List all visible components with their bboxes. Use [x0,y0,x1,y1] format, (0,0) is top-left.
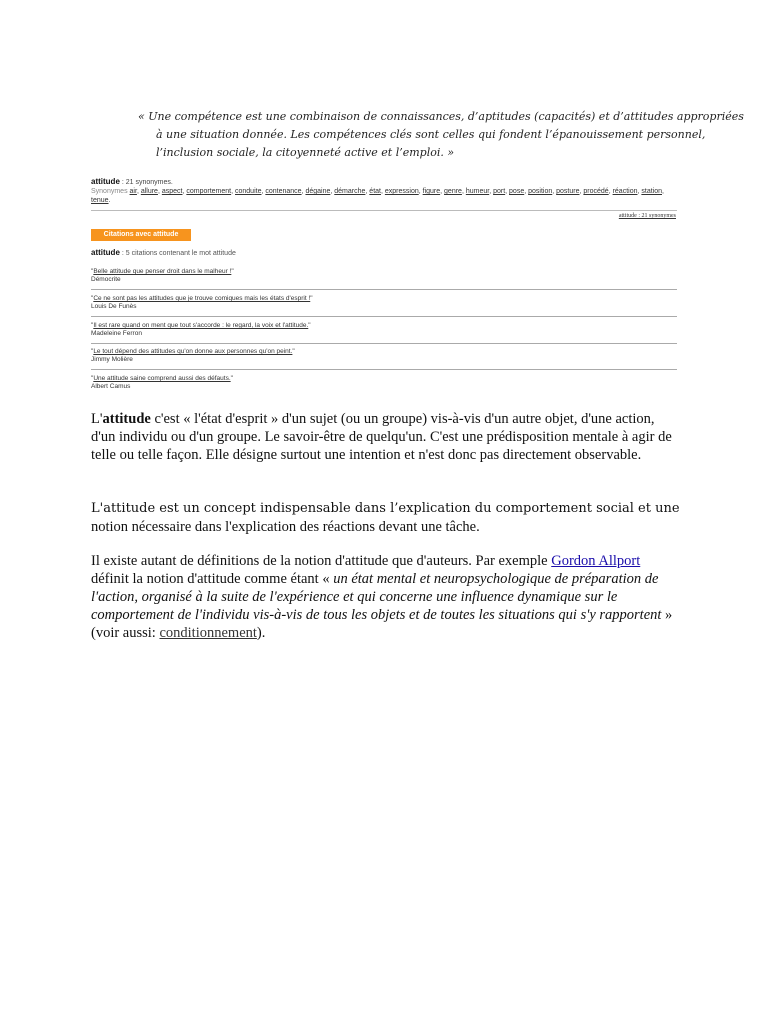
divider [91,210,677,211]
citation-quote-link[interactable]: Ce ne sont pas les attitudes que je trouve comiques mais les états d'esprit ! [93,295,311,302]
paragraph-allport [91,552,681,642]
citation-author: Madeleine Ferron [91,330,142,337]
para1-prefix: L' [91,411,103,427]
synonym-link[interactable]: air [129,188,137,195]
synonyms-block [91,177,677,205]
synonym-link[interactable]: procédé [583,188,609,195]
synonym-link[interactable]: port [493,188,506,195]
para3-text2: définit la notion d'attitude comme étant « [91,571,334,587]
synonym-link[interactable]: aspect [161,188,183,195]
conditionnement-link[interactable]: conditionnement [159,625,257,641]
paragraph-concept [91,499,681,536]
divider [91,316,677,317]
synonyms-label: Synonymes [91,188,128,195]
para3-text1: Il existe autant de définitions de la notion d'attitude que d'auteurs. Par exemple [91,553,552,569]
synonym-link[interactable]: position [528,188,553,195]
quote-line-1: « Une compétence est une combinaison de connaissances, d’aptitudes (capacités) et d’attitudes appropriées [138,110,744,123]
divider [91,343,677,344]
synonym-link[interactable]: état [369,188,381,195]
citations-header [91,248,236,257]
synonym-link[interactable]: démarche [334,188,366,195]
para3-text3: » (voir aussi: [91,607,673,641]
synonym-link[interactable]: pose [509,188,525,195]
citation-quote-link[interactable]: Une attitude saine comprend aussi des défauts. [93,375,231,382]
synonyms-list: Synonymes air, allure, aspect, comportement, conduite, contenance, dégaine, démarche, état, expression, figure, genre, humeur, port, pose, position, posture, procédé, réaction, station, tenue. [91,188,664,204]
citations-count: : 5 citations contenant le mot attitude [119,250,236,257]
divider [91,369,677,370]
quote-line-3: l’inclusion sociale, la citoyenneté active et l’emploi. » [156,146,455,159]
synonym-link[interactable]: expression [384,188,419,195]
citation-author: Jimmy Molière [91,356,133,363]
citation-item: "Il est rare quand on ment que tout s'accorde : le regard, la voix et l'attitude." Madeleine Ferron [91,322,677,338]
synonym-link[interactable]: contenance [265,188,302,195]
synonym-link[interactable]: dégaine [305,188,331,195]
gordon-allport-link[interactable]: Gordon Allport [551,553,641,569]
citation-item: "Une attitude saine comprend aussi des défauts." Albert Camus [91,375,677,391]
synonym-link[interactable]: conduite [235,188,262,195]
synonym-link[interactable]: station [641,188,662,195]
para2-part1: L'attitude est un concept indispensable dans l’explication du comportement social et une [91,501,680,516]
citation-quote-link[interactable]: Belle attitude que penser droit dans le malheur ! [93,268,232,275]
synonym-link[interactable]: humeur [465,188,490,195]
citation-item: "Belle attitude que penser droit dans le malheur !" Démocrite [91,268,677,284]
synonyms-link[interactable]: attitude : 21 synonymes [618,213,676,219]
synonym-link[interactable]: réaction [612,188,638,195]
para3-italic: un état mental et neuropsychologique de préparation de l'action, organisé à la suite de l'expérience et qui concerne une influence dynamique sur le comportement de l'individu vis-à-vis de tous les objets et de toutes les situations qui s'y rapportent [91,571,662,623]
citations-badge: Citations avec attitude [91,229,191,241]
synonyms-word: attitude [91,177,120,186]
synonym-link[interactable]: genre [444,188,462,195]
synonym-link[interactable]: figure [422,188,441,195]
para2-part2: notion nécessaire dans l'explication des réactions devant une tâche. [91,519,480,535]
synonym-link[interactable]: posture [556,188,580,195]
divider [91,289,677,290]
synonym-link[interactable]: tenue [91,197,109,204]
paragraph-definition [91,410,681,464]
citations-word: attitude [91,248,120,257]
para1-rest: c'est « l'état d'esprit » d'un sujet (ou un groupe) vis-à-vis d'un autre objet, d'une action, d'un individu ou d'un groupe. Le savoir-être de quelqu'un. C'est une prédisposition mentale à agir de telle ou telle façon. Elle désigne surtout une intention et n'est donc pas directement observable. [91,411,672,463]
citation-quote-link[interactable]: Il est rare quand on ment que tout s'accorde : le regard, la voix et l'attitude. [93,322,309,329]
synonym-link[interactable]: allure [140,188,158,195]
citation-item: "Le tout dépend des attitudes qu'on donne aux personnes qu'on peint." Jimmy Molière [91,348,677,364]
citation-author: Albert Camus [91,383,131,390]
citation-author: Démocrite [91,276,121,283]
quote-line-2: à une situation donnée. Les compétences clés sont celles qui fondent l’épanouissement personnel, [156,128,706,141]
quote-block [138,108,744,162]
synonym-link[interactable]: comportement [186,188,232,195]
citation-quote-link[interactable]: Le tout dépend des attitudes qu'on donne aux personnes qu'on peint. [93,348,293,355]
citation-author: Louis De Funès [91,303,137,310]
synonyms-count: : 21 synonymes. [119,179,173,186]
para1-bold: attitude [102,411,151,427]
citation-item: "Ce ne sont pas les attitudes que je trouve comiques mais les états d'esprit !" Louis De Funès [91,295,677,311]
para3-text4: ). [256,625,266,641]
